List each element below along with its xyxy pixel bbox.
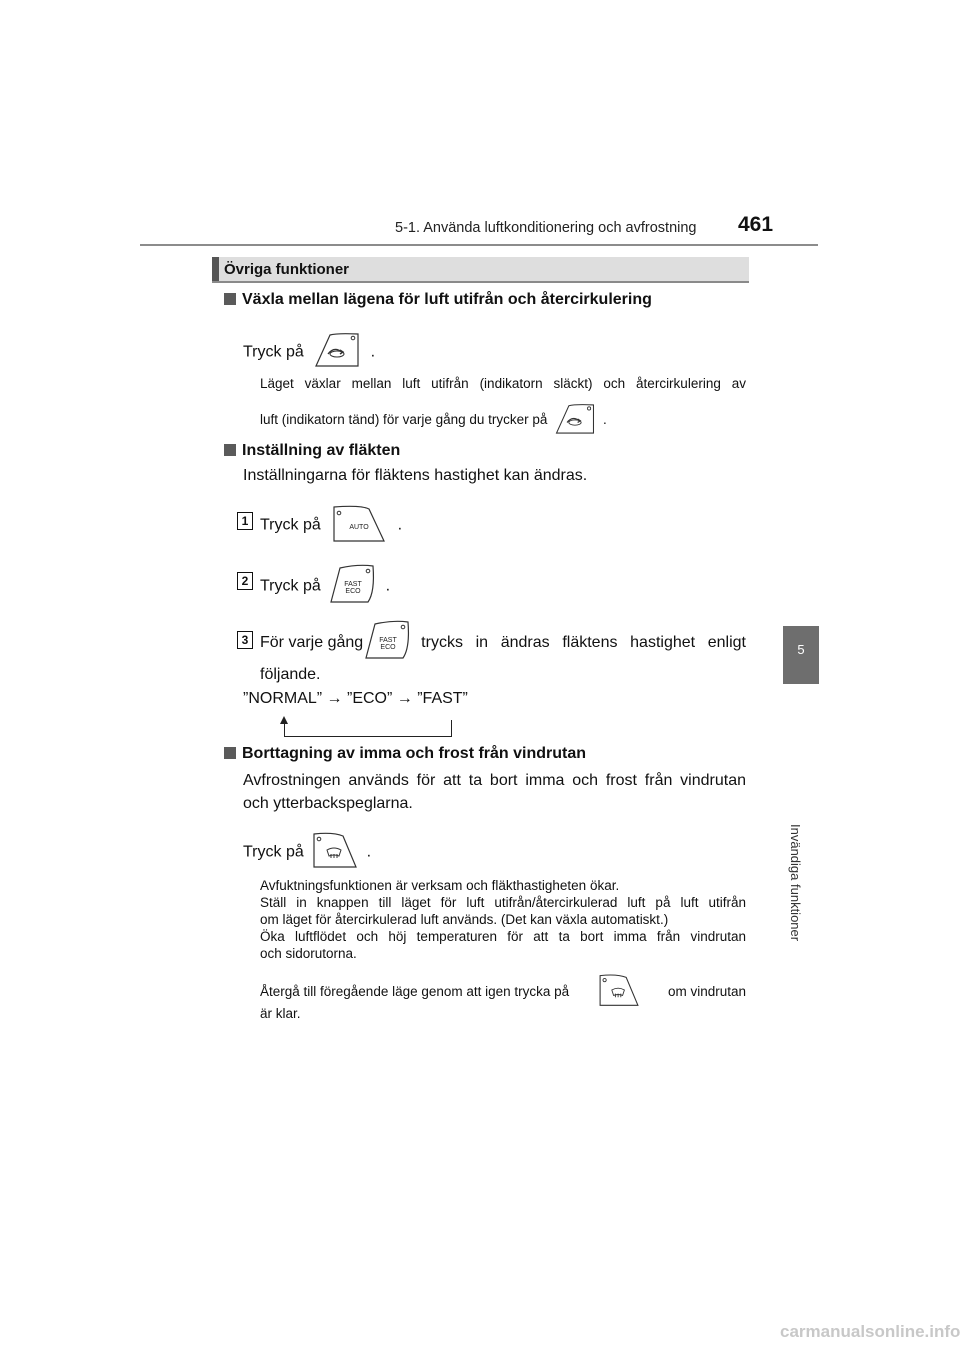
return-suffix: om vindrutan: [667, 984, 746, 999]
watermark: carmanualsonline.info: [780, 1322, 960, 1341]
fan-cycle: ”NORMAL” → ”ECO” → ”FAST”: [243, 690, 468, 707]
page-number: 461: [738, 213, 774, 236]
return-prefix: Återgå till föregående läge genom att igen trycka på: [260, 984, 570, 999]
defrost-note-3: om läget för återcirkulerad luft används. (Det kan växla automatiskt.): [260, 912, 669, 927]
recirc-note-line2: [260, 403, 607, 438]
square-bullet-icon: [224, 747, 236, 759]
step-number-3: 3: [237, 631, 253, 649]
defrost-return-line2: är klar.: [260, 1006, 301, 1021]
defrost-return-line: [260, 972, 746, 1011]
recirc-instruction: [243, 332, 375, 373]
section-heading-accent: [212, 257, 219, 281]
eco-label: ECO: [380, 644, 396, 651]
section-heading-bar: [212, 257, 749, 283]
step-3-suffix: trycks in ändras fläktens hastighet enligt: [421, 633, 746, 651]
chapter-title-vertical: [788, 694, 808, 942]
chapter-title: Invändiga funktioner: [788, 824, 803, 942]
fast-label: FAST: [379, 637, 397, 644]
defrost-heading-row: [224, 745, 586, 763]
recirc-heading: Växla mellan lägena för luft utifrån och återcirkulering: [242, 291, 652, 308]
instruction-prefix: Tryck på: [243, 343, 304, 361]
recirc-note-prefix: luft (indikatorn tänd) för varje gång du trycker på: [260, 412, 548, 428]
defrost-instruction: [243, 830, 371, 875]
auto-button-icon: [331, 503, 387, 548]
section-heading: Övriga funktioner: [224, 261, 350, 278]
step-number-2: 2: [237, 572, 253, 590]
defrost-intro-text1: Avfrostningen används för att ta bort imma och frost från vindrutan: [243, 772, 746, 789]
step-1-prefix: Tryck på: [260, 516, 321, 534]
recirc-heading-row: [224, 291, 652, 309]
square-bullet-icon: [224, 444, 236, 456]
fast-label: FAST: [344, 581, 362, 588]
instruction-suffix: .: [370, 343, 376, 361]
defrost-heading: Borttagning av imma och frost från vindrutan: [242, 745, 587, 762]
square-bullet-icon: [224, 293, 236, 305]
defrost-note-2: Ställ in knappen till läget för luft utifrån/återcirkulerad luft på luft utifrån: [260, 895, 746, 910]
step-2-suffix: .: [385, 577, 391, 595]
chapter-number: 5: [797, 642, 805, 657]
recirc-note-line1: [260, 376, 746, 391]
step-1-suffix: .: [397, 516, 403, 534]
front-defroster-button-icon: [311, 830, 359, 875]
defrost-note-5: och sidorutorna.: [260, 946, 357, 961]
recirc-note-suffix: .: [602, 412, 607, 428]
header-divider: [140, 244, 818, 246]
fast-eco-button-icon: [363, 618, 413, 667]
recirculation-button-icon: [553, 403, 597, 438]
step-number-1: 1: [237, 512, 253, 530]
header-section-title: 5-1. Använda luftkonditionering och avfrostning: [395, 220, 697, 236]
defrost-notes: [260, 877, 746, 962]
step-2-prefix: Tryck på: [260, 577, 321, 595]
fan-heading-row: [224, 442, 400, 460]
fan-intro: Inställningarna för fläktens hastighet kan ändras.: [243, 467, 588, 484]
cycle-return-stem: [284, 722, 285, 736]
instruction-prefix: Tryck på: [243, 843, 304, 861]
fan-heading: Inställning av fläkten: [242, 442, 401, 459]
fan-step-3: [260, 618, 746, 667]
defrost-note-1: Avfuktningsfunktionen är verksam och fläkthastigheten ökar.: [260, 878, 620, 893]
defrost-intro-line1: [243, 772, 746, 790]
defrost-intro-line2: och ytterbackspeglarna.: [243, 795, 413, 812]
defrost-note-4: Öka luftflödet och höj temperaturen för att ta bort imma från vindrutan: [260, 929, 746, 944]
fan-step-1: [260, 503, 402, 548]
fast-eco-button-icon: [328, 562, 378, 611]
cycle-return-line: [284, 720, 452, 737]
recirc-note-text1: Läget växlar mellan luft utifrån (indikatorn släckt) och återcirkulering av: [260, 376, 746, 391]
cycle-arrow-up-icon: [280, 716, 288, 724]
step-3-continuation: följande.: [260, 666, 321, 683]
instruction-suffix: .: [366, 843, 372, 861]
auto-icon-label: AUTO: [349, 524, 369, 531]
fan-step-2: [260, 562, 390, 611]
eco-label: ECO: [345, 588, 361, 595]
step-3-prefix: För varje gång: [260, 633, 364, 651]
front-defroster-button-icon: [597, 972, 641, 1011]
recirculation-button-icon: [312, 332, 362, 373]
